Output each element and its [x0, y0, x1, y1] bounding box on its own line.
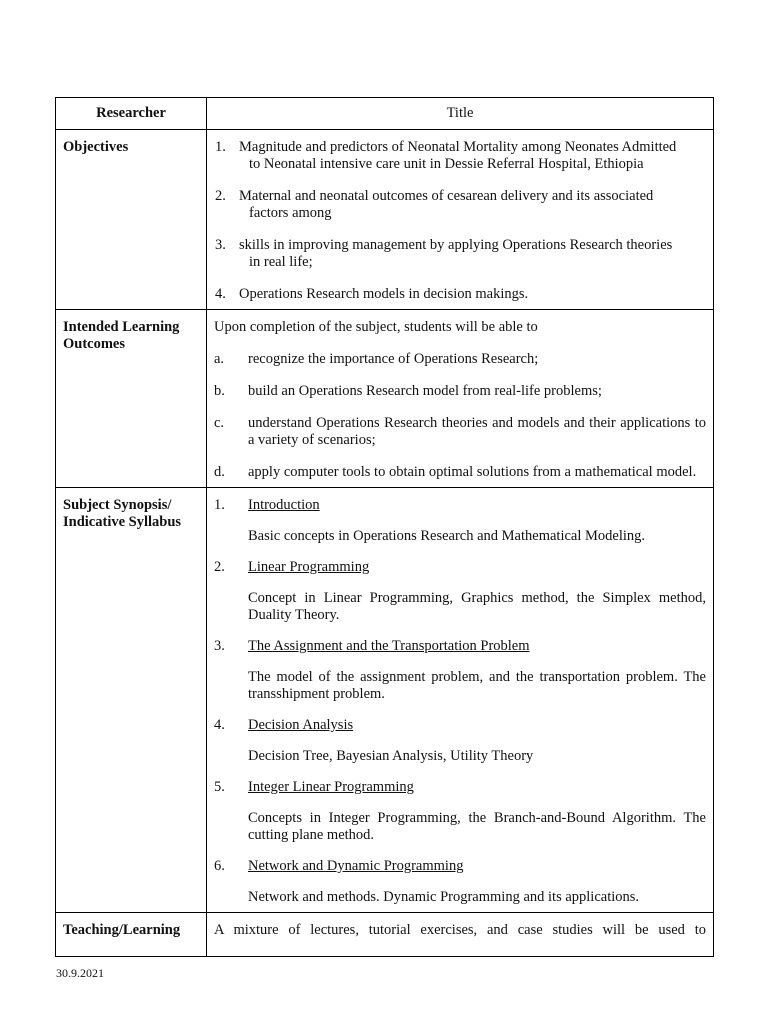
item-text: to Neonatal intensive care unit in Dessie Referral Hospital, Ethiopia [249, 156, 644, 172]
teaching-text: A mixture of lectures, tutorial exercises, and case studies will be used to [214, 922, 706, 938]
item-number: 4. [215, 286, 226, 302]
item-text: in real life; [249, 254, 313, 270]
item-letter: c. [214, 415, 225, 431]
heading-text: Introduction [248, 497, 320, 513]
heading-text: Linear Programming [248, 559, 370, 575]
synopsis-label: Subject Synopsis/ Indicative Syllabus [56, 488, 207, 913]
list-item [214, 237, 706, 271]
item-number: 3. [214, 638, 225, 654]
item-text: Operations Research models in decision makings. [239, 286, 529, 302]
item-number: 2. [214, 559, 225, 575]
ilo-cell [207, 310, 714, 488]
list-item [214, 351, 706, 368]
synopsis-cell [207, 488, 714, 913]
item-letter: a. [214, 351, 225, 367]
item-letter: d. [214, 464, 225, 480]
syllabus-description: Concepts in Integer Programming, the Branch-and-Bound Algorithm. The cutting plane method. [248, 810, 706, 843]
item-letter: b. [214, 383, 225, 399]
syllabus-heading [214, 638, 706, 655]
item-text: skills in improving management by applying Operations Research theories [239, 237, 673, 253]
syllabus-description: Decision Tree, Bayesian Analysis, Utility Theory [248, 748, 534, 764]
syllabus-description: Concept in Linear Programming, Graphics method, the Simplex method, Duality Theory. [248, 590, 706, 623]
header-row [56, 98, 714, 130]
syllabus-heading [214, 559, 706, 576]
list-item [214, 383, 706, 400]
syllabus-description: Network and methods. Dynamic Programming and its applications. [248, 889, 640, 905]
heading-text: Integer Linear Programming [248, 779, 414, 795]
syllabus-table [55, 97, 714, 957]
item-text: factors among [249, 205, 332, 221]
item-text: build an Operations Research model from real-life problems; [248, 383, 602, 399]
synopsis-row [56, 488, 714, 913]
list-item [214, 139, 706, 173]
heading-text: The Assignment and the Transportation Problem [248, 638, 530, 654]
item-text: apply computer tools to obtain optimal solutions from a mathematical model. [248, 464, 697, 480]
objectives-row [56, 130, 714, 310]
ilo-label: Intended Learning Outcomes [56, 310, 207, 488]
teaching-label: Teaching/Learning [56, 913, 207, 957]
objectives-cell [207, 130, 714, 310]
item-text: understand Operations Research theories and models and their applications to a variety of scenarios; [248, 415, 706, 448]
item-number: 2. [215, 188, 226, 204]
item-number: 1. [214, 497, 225, 513]
ilo-intro: Upon completion of the subject, students will be able to [214, 319, 538, 335]
footer-date: 30.9.2021 [56, 966, 104, 980]
teaching-cell [207, 913, 714, 957]
syllabus-description: The model of the assignment problem, and the transportation problem. The transshipment problem. [248, 669, 706, 702]
list-item [214, 415, 706, 449]
list-item [214, 188, 706, 222]
syllabus-heading [214, 858, 706, 875]
list-item [214, 286, 706, 303]
title-header: Title [207, 98, 714, 130]
item-number: 3. [215, 237, 226, 253]
researcher-header: Researcher [56, 98, 207, 130]
syllabus-heading [214, 497, 706, 514]
item-text: Maternal and neonatal outcomes of cesarean delivery and its associated [239, 188, 654, 204]
ilo-row [56, 310, 714, 488]
item-number: 5. [214, 779, 225, 795]
heading-text: Decision Analysis [248, 717, 354, 733]
teaching-row [56, 913, 714, 957]
syllabus-description: Basic concepts in Operations Research and Mathematical Modeling. [248, 528, 646, 544]
item-number: 4. [214, 717, 225, 733]
item-number: 1. [215, 139, 226, 155]
syllabus-heading [214, 779, 706, 796]
objectives-list [214, 130, 706, 309]
heading-text: Network and Dynamic Programming [248, 858, 464, 874]
item-number: 6. [214, 858, 225, 874]
objectives-label: Objectives [56, 130, 207, 310]
item-text: recognize the importance of Operations Research; [248, 351, 539, 367]
syllabus-heading [214, 717, 706, 734]
list-item [214, 464, 706, 481]
item-text: Magnitude and predictors of Neonatal Mortality among Neonates Admitted [239, 139, 677, 155]
